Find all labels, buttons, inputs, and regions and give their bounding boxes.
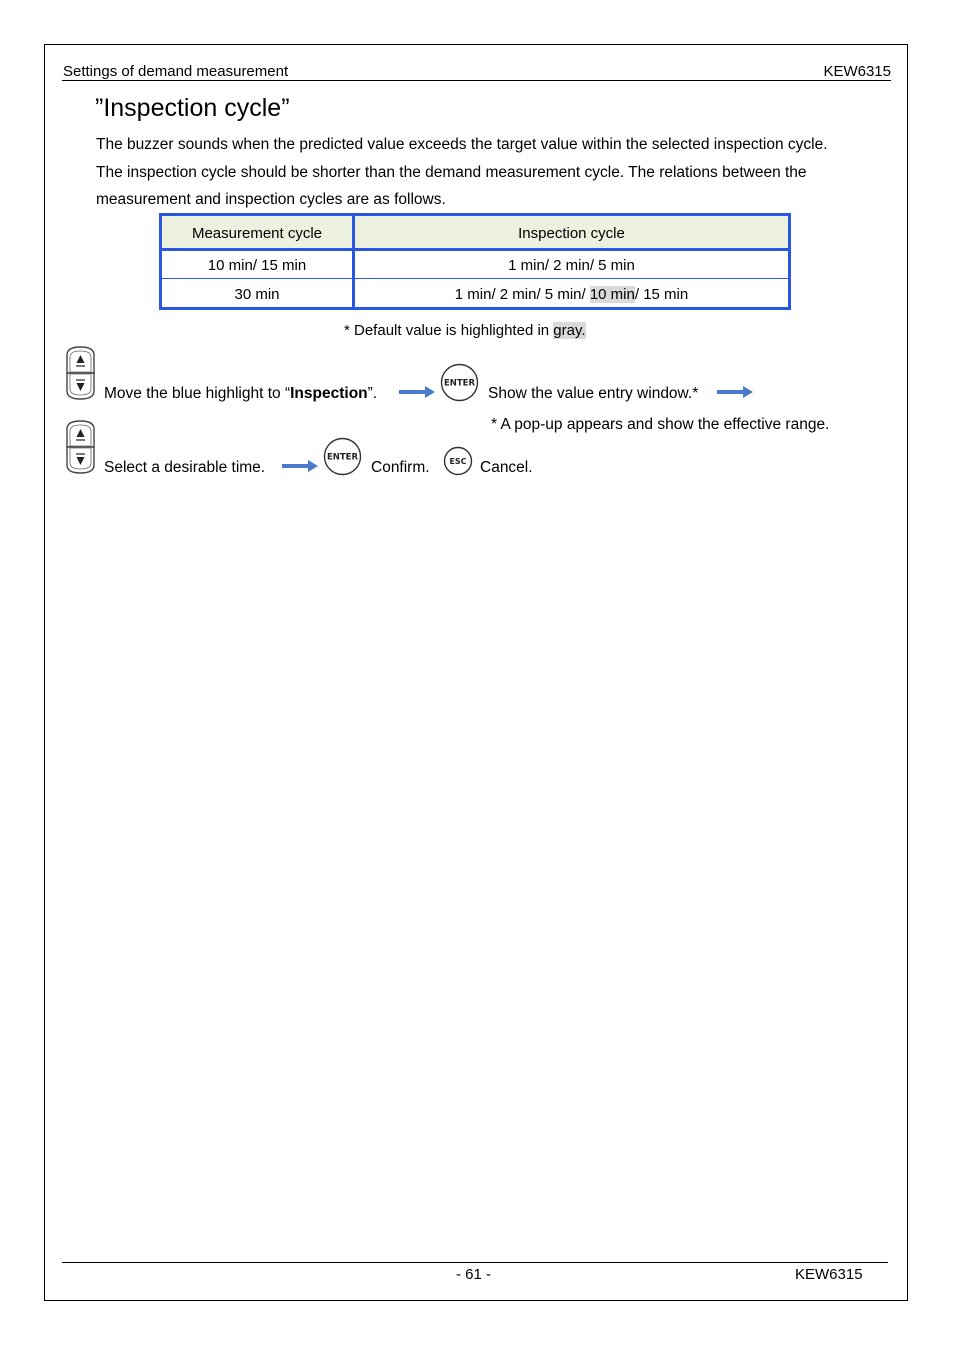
footer-model: KEW6315 bbox=[795, 1266, 863, 1283]
footer-divider bbox=[62, 1262, 888, 1263]
description-line-1: The buzzer sounds when the predicted value exceeds the target value within the selected inspection cycle. bbox=[96, 136, 828, 153]
description-line-2: The inspection cycle should be shorter than the demand measurement cycle. The relations between the bbox=[96, 163, 807, 181]
popup-note: * A pop-up appears and show the effective range. bbox=[491, 416, 830, 433]
table-row-1-measurement: 10 min/ 15 min bbox=[207, 257, 307, 274]
description-line-3: measurement and inspection cycles are as follows. bbox=[96, 191, 446, 208]
step-show-text: Show the value entry window.* bbox=[488, 385, 699, 402]
right-arrow-icon bbox=[282, 460, 318, 472]
default-note-gray: gray. bbox=[553, 322, 586, 339]
default-note bbox=[344, 322, 586, 339]
enter-key-label: ENTER bbox=[326, 452, 359, 463]
header-measurement-cycle: Measurement cycle bbox=[162, 216, 352, 248]
inspection-options-end: / 15 min bbox=[634, 286, 689, 303]
default-note-text: * Default value is highlighted in bbox=[344, 322, 554, 339]
header-inspection-cycle: Inspection cycle bbox=[355, 216, 788, 248]
default-value-highlight: 10 min bbox=[589, 286, 635, 303]
right-arrow-icon bbox=[399, 386, 435, 398]
esc-key-icon bbox=[443, 446, 473, 476]
step-select-text: Select a desirable time. bbox=[104, 459, 266, 476]
step-cancel-text: Cancel. bbox=[480, 459, 533, 476]
cycle-table bbox=[159, 213, 791, 310]
up-down-key-icon bbox=[64, 419, 97, 475]
header-model: KEW6315 bbox=[823, 63, 891, 80]
header-section: Settings of demand measurement bbox=[63, 63, 289, 80]
step-move-suffix: ”. bbox=[367, 385, 378, 402]
up-down-key-icon bbox=[64, 345, 97, 401]
step-move-target: Inspection bbox=[290, 385, 368, 402]
step-move-prefix: Move the blue highlight to “ bbox=[104, 385, 291, 402]
table-row-1-inspection: 1 min/ 2 min/ 5 min bbox=[508, 257, 635, 274]
enter-key-icon bbox=[323, 437, 362, 476]
enter-key-icon bbox=[440, 363, 479, 402]
table-row-2-measurement: 30 min bbox=[234, 286, 280, 303]
inspection-options: 1 min/ 2 min/ 5 min/ bbox=[454, 286, 590, 303]
step-move-text bbox=[104, 385, 377, 403]
table-row-2-inspection bbox=[355, 279, 788, 307]
description-paragraph bbox=[96, 131, 876, 214]
step-confirm-text: Confirm. bbox=[371, 459, 430, 476]
enter-key-label: ENTER bbox=[443, 378, 476, 389]
page-title: ”Inspection cycle” bbox=[95, 94, 290, 122]
right-arrow-icon bbox=[717, 386, 753, 398]
esc-key-label: ESC bbox=[449, 456, 467, 466]
header-divider bbox=[62, 80, 891, 81]
page-number: - 61 - bbox=[456, 1266, 492, 1283]
